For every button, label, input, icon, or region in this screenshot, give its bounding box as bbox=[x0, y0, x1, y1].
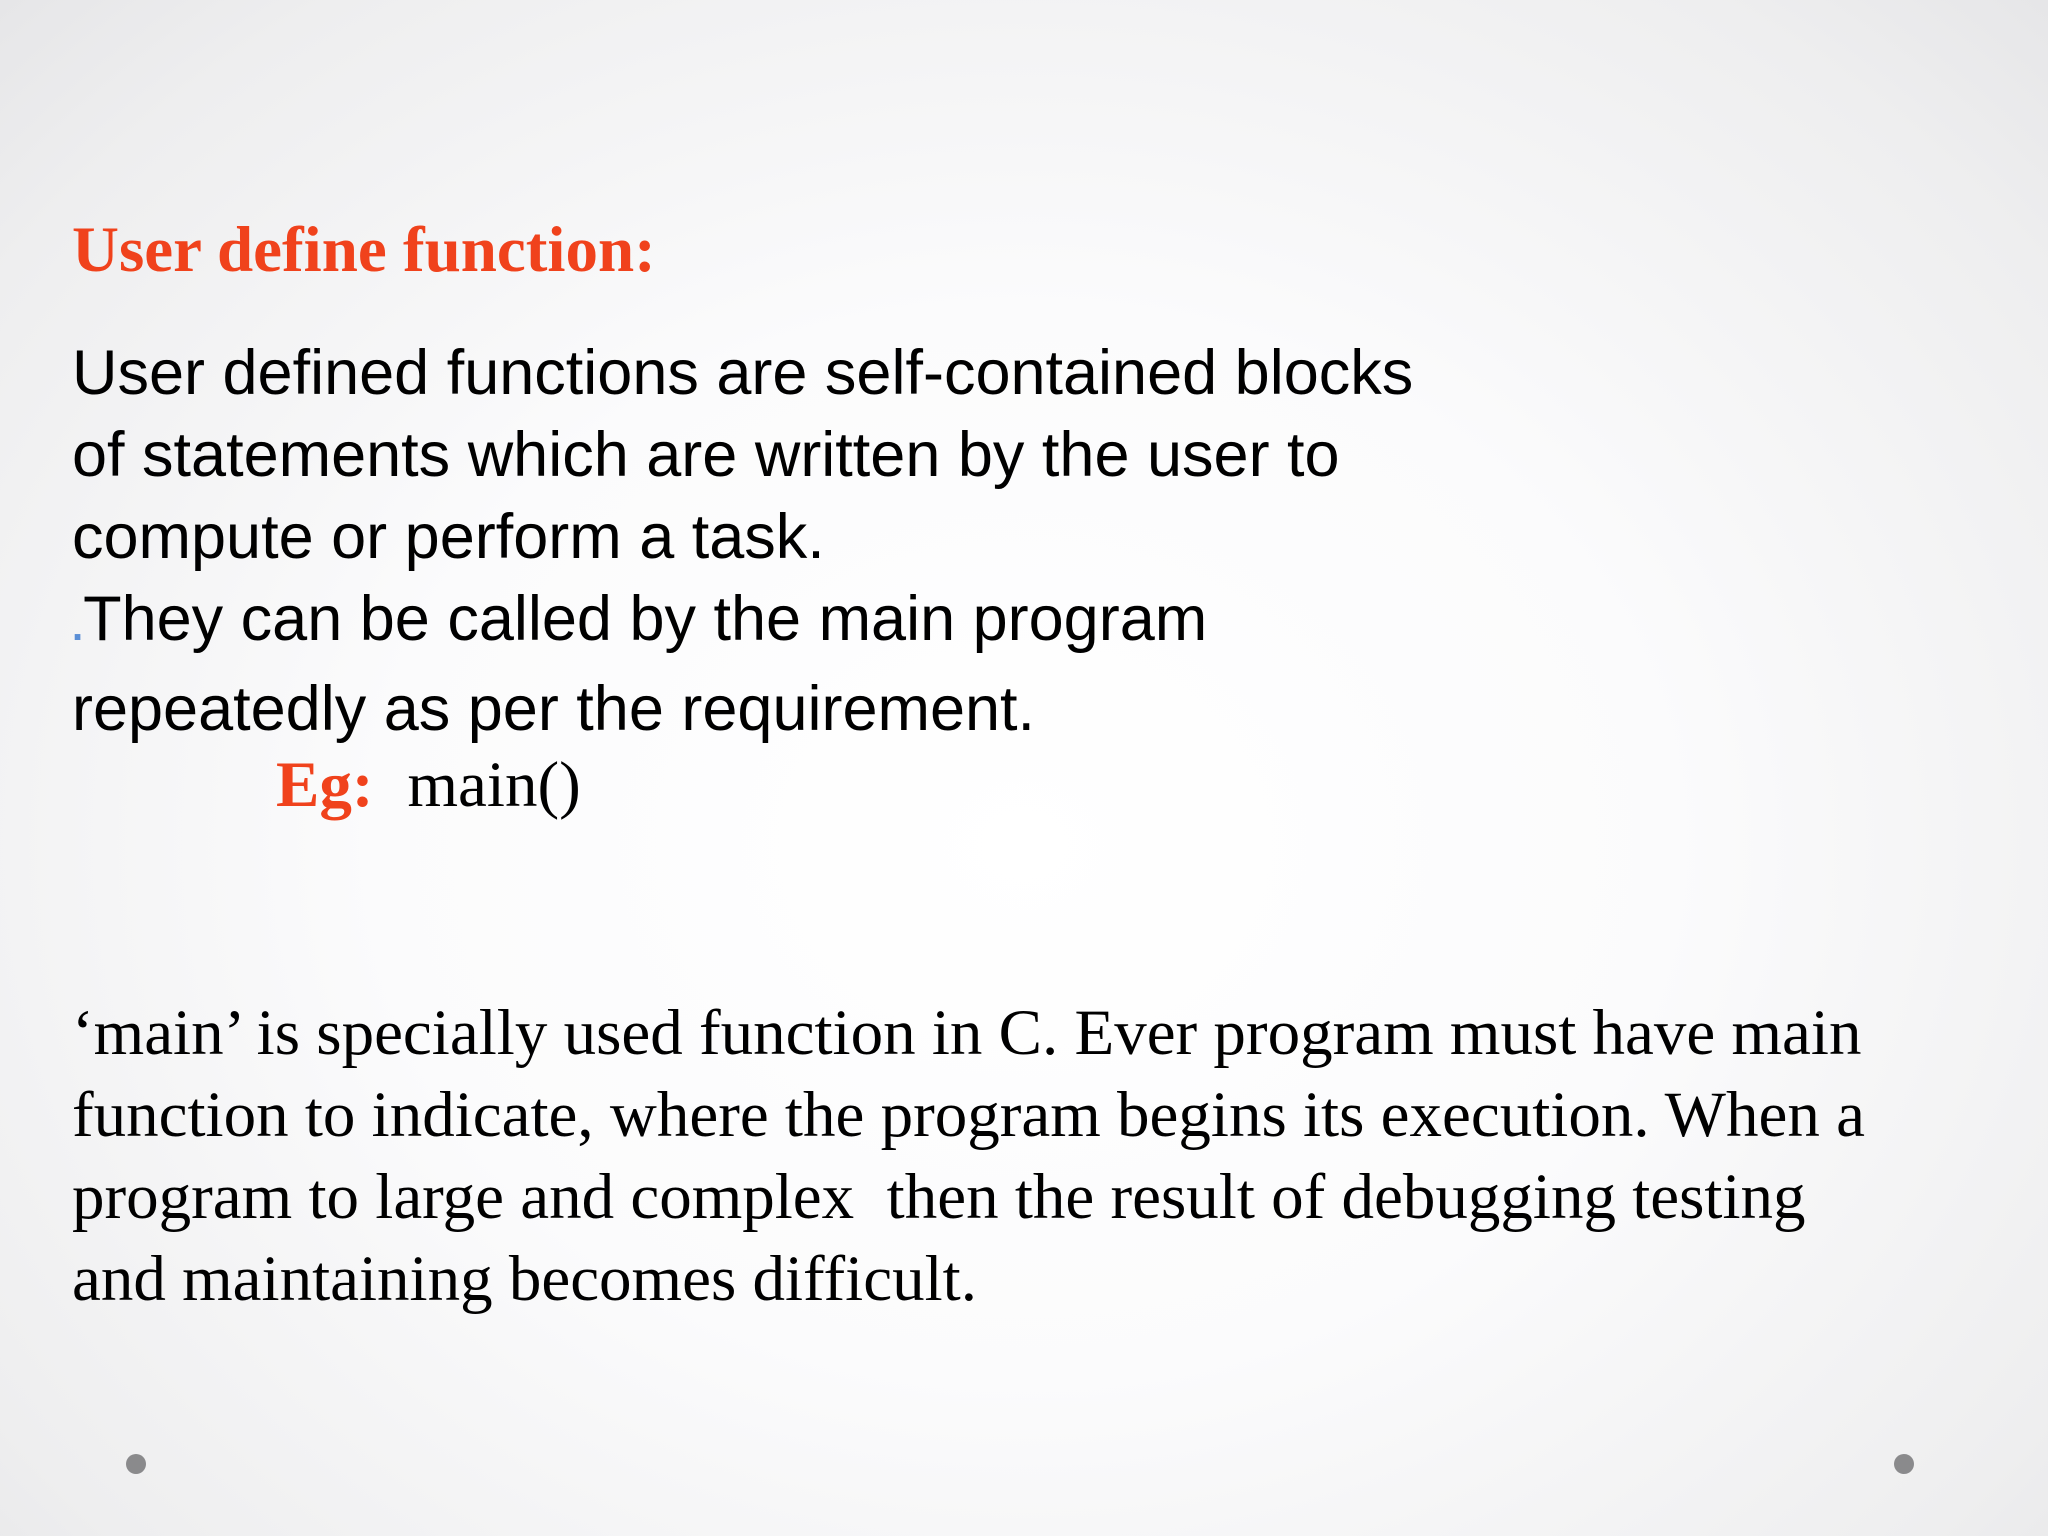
example-code: main() bbox=[407, 749, 581, 821]
bullet-line-1 bbox=[72, 578, 1413, 668]
definition-line-3: compute or perform a task. bbox=[72, 502, 825, 572]
paragraph-line-4: and maintaining becomes difficult. bbox=[72, 1243, 977, 1315]
paragraph-line-3: program to large and complex then the result of debugging testing bbox=[72, 1161, 1806, 1233]
left-dot-icon bbox=[126, 1454, 146, 1474]
main-paragraph bbox=[72, 992, 1865, 1320]
example-label: Eg: bbox=[276, 749, 374, 821]
paragraph-line-1: ‘main’ is specially used function in C. Ever program must have main bbox=[72, 997, 1862, 1069]
definition-line-2: of statements which are written by the user to bbox=[72, 420, 1340, 490]
definition-line-1: User defined functions are self-contained blocks bbox=[72, 338, 1414, 408]
paragraph-line-2: function to indicate, where the program begins its execution. When a bbox=[72, 1079, 1865, 1151]
example bbox=[276, 744, 581, 826]
right-dot-icon bbox=[1894, 1454, 1914, 1474]
bullet-line-2: repeatedly as per the requirement. bbox=[72, 674, 1036, 744]
bullet-text-1: They can be called by the main program bbox=[83, 584, 1208, 654]
definition-text bbox=[72, 332, 1413, 750]
slide-heading: User define function: bbox=[72, 214, 656, 286]
bullet-dot-icon: . bbox=[72, 605, 84, 649]
